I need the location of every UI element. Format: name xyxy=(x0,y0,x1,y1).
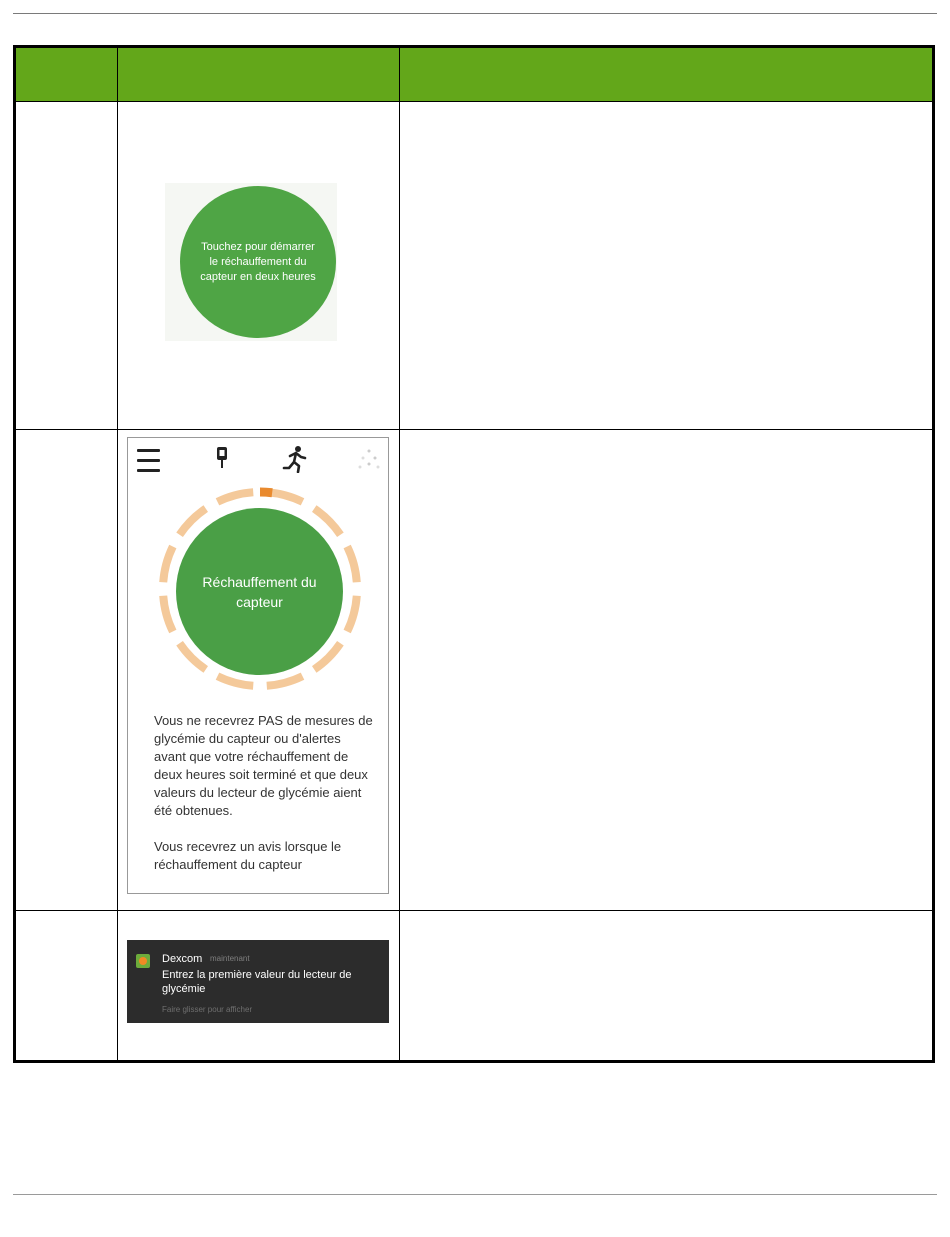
warmup-circle xyxy=(176,508,343,675)
column-divider xyxy=(399,48,400,1060)
row-divider xyxy=(16,429,932,430)
ring-segment xyxy=(217,676,253,686)
start-warmup-text: Touchez pour démarrer le réchauffement du capteur en deux heures xyxy=(200,240,316,283)
notification-message: Entrez la première valeur du lecteur de glycémie xyxy=(162,969,352,995)
notification[interactable] xyxy=(127,940,389,1023)
warmup-info-text xyxy=(154,712,376,892)
ring-segment xyxy=(347,546,357,582)
notification-time: maintenant xyxy=(210,954,250,963)
warmup-circle-label: Réchauffement du capteur xyxy=(202,573,317,610)
start-warmup-button[interactable] xyxy=(180,186,336,338)
menu-icon[interactable] xyxy=(137,446,160,474)
notification-hint: Faire glisser pour afficher xyxy=(162,1005,253,1014)
sensor-icon[interactable] xyxy=(215,446,229,470)
footer-rule xyxy=(13,1194,937,1195)
row-divider xyxy=(16,101,932,102)
top-rule xyxy=(13,13,937,14)
dots-icon xyxy=(356,448,382,474)
warmup-info-paragraph: Vous ne recevrez PAS de mesures de glycémie du capteur ou d'alertes avant que votre réchauffement de deux heures soit terminé et que deux valeurs du lecteur de glycémie aient été obtenues. xyxy=(154,713,373,818)
activity-icon[interactable] xyxy=(282,445,308,473)
ring-segment xyxy=(267,676,303,686)
dexcom-app-icon xyxy=(136,954,150,968)
column-divider xyxy=(117,48,118,1060)
ring-segment xyxy=(267,492,303,502)
ring-segment xyxy=(314,509,340,535)
warmup-screen xyxy=(127,437,389,894)
ring-segment xyxy=(347,596,357,632)
notification-app-name: Dexcom xyxy=(162,953,203,965)
ring-segment xyxy=(217,492,253,502)
ring-segment xyxy=(163,596,173,632)
warmup-info-paragraph: Vous recevrez un avis lorsque le réchauffement du capteur xyxy=(154,839,342,872)
table-header-row xyxy=(16,48,932,101)
row-divider xyxy=(16,910,932,911)
ring-segment xyxy=(163,546,173,582)
ring-progress-marker xyxy=(260,492,272,493)
